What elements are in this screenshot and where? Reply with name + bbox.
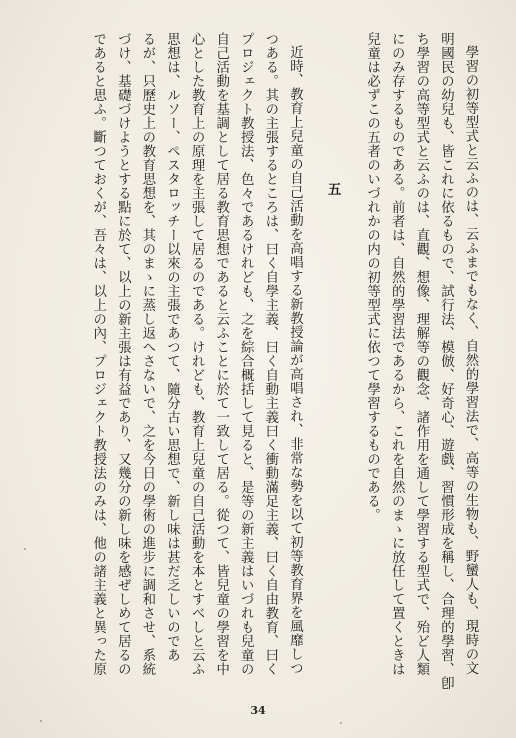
paper-speck bbox=[24, 548, 26, 550]
page-number: 34 bbox=[250, 704, 266, 717]
text-column: 自己活動を基調として居る教育思想であると云ふことに於て一致して居る。從つて、皆兒童の學習を中 bbox=[213, 32, 229, 676]
text-column: づけ、基礎づけようとする點に於て、以上の新主張は有益であり、又幾分の新し味を感ぜしめて居るの bbox=[115, 32, 131, 676]
paper-speck bbox=[340, 722, 342, 724]
vertical-text-body bbox=[50, 32, 482, 692]
text-column: つある。其の主張するところは、曰く自學主義、曰く自動主義曰く衝動滿足主義、曰く自由教育、曰く bbox=[262, 32, 278, 676]
text-column: 心とした教育上の原理を主張して居るのである。けれども、教育上兒童の自己活動を本とすべしと云ふ bbox=[189, 32, 205, 676]
section-heading: 五 bbox=[325, 182, 342, 196]
text-column: にのみ存するものである。前者は、自然的學習法であるから、これを自然のまゝに放任して置くときは bbox=[389, 32, 405, 676]
text-column: 明國民の幼兒も、皆これに依るもので、試行法、模倣、好奇心、遊戲、習慣形成を稱し、合理的學習、卽 bbox=[438, 32, 454, 690]
text-column: 思想は、ルソー、ペスタロッチー以來の主張であつて、隨分古い思想で、新し味は甚だ乏しいのであ bbox=[164, 32, 180, 662]
text-column: 兒童は必ずこの五者のいづれかの内の初等型式に依つて學習するものである。 bbox=[364, 32, 380, 522]
text-column: 學習の初等型式と云ふのは、云ふまでもなく、自然的學習法で、高等の生物も、野蠻人も、現時の文 bbox=[463, 45, 478, 676]
text-column: 近時、教育上兒童の自己活動を高唱する新教授論が高唱され、非常な勢を以て初等教育界を風靡しつ bbox=[287, 45, 303, 676]
paper-speck bbox=[40, 720, 42, 722]
text-column: るが、只歷史上の教育思想を、其のまゝに蒸し返へさないで、之を今日の學術の進步に調和させ、系統 bbox=[139, 32, 155, 676]
text-column: であると思ふ。斷つておくが、吾々は、以上の內、プロジェクト教授法のみは、他の諸主義と異った原 bbox=[90, 32, 106, 676]
text-column: プロジェクト教授法、色々であるけれども、之を綜合概括して見ると、是等の新主義はいづれも兒童の bbox=[238, 32, 254, 676]
text-column: ち學習の高等型式と云ふのは、直觀、想像、理解等の觀念、諸作用を通して學習する型式で、殆ど人類 bbox=[413, 32, 429, 676]
